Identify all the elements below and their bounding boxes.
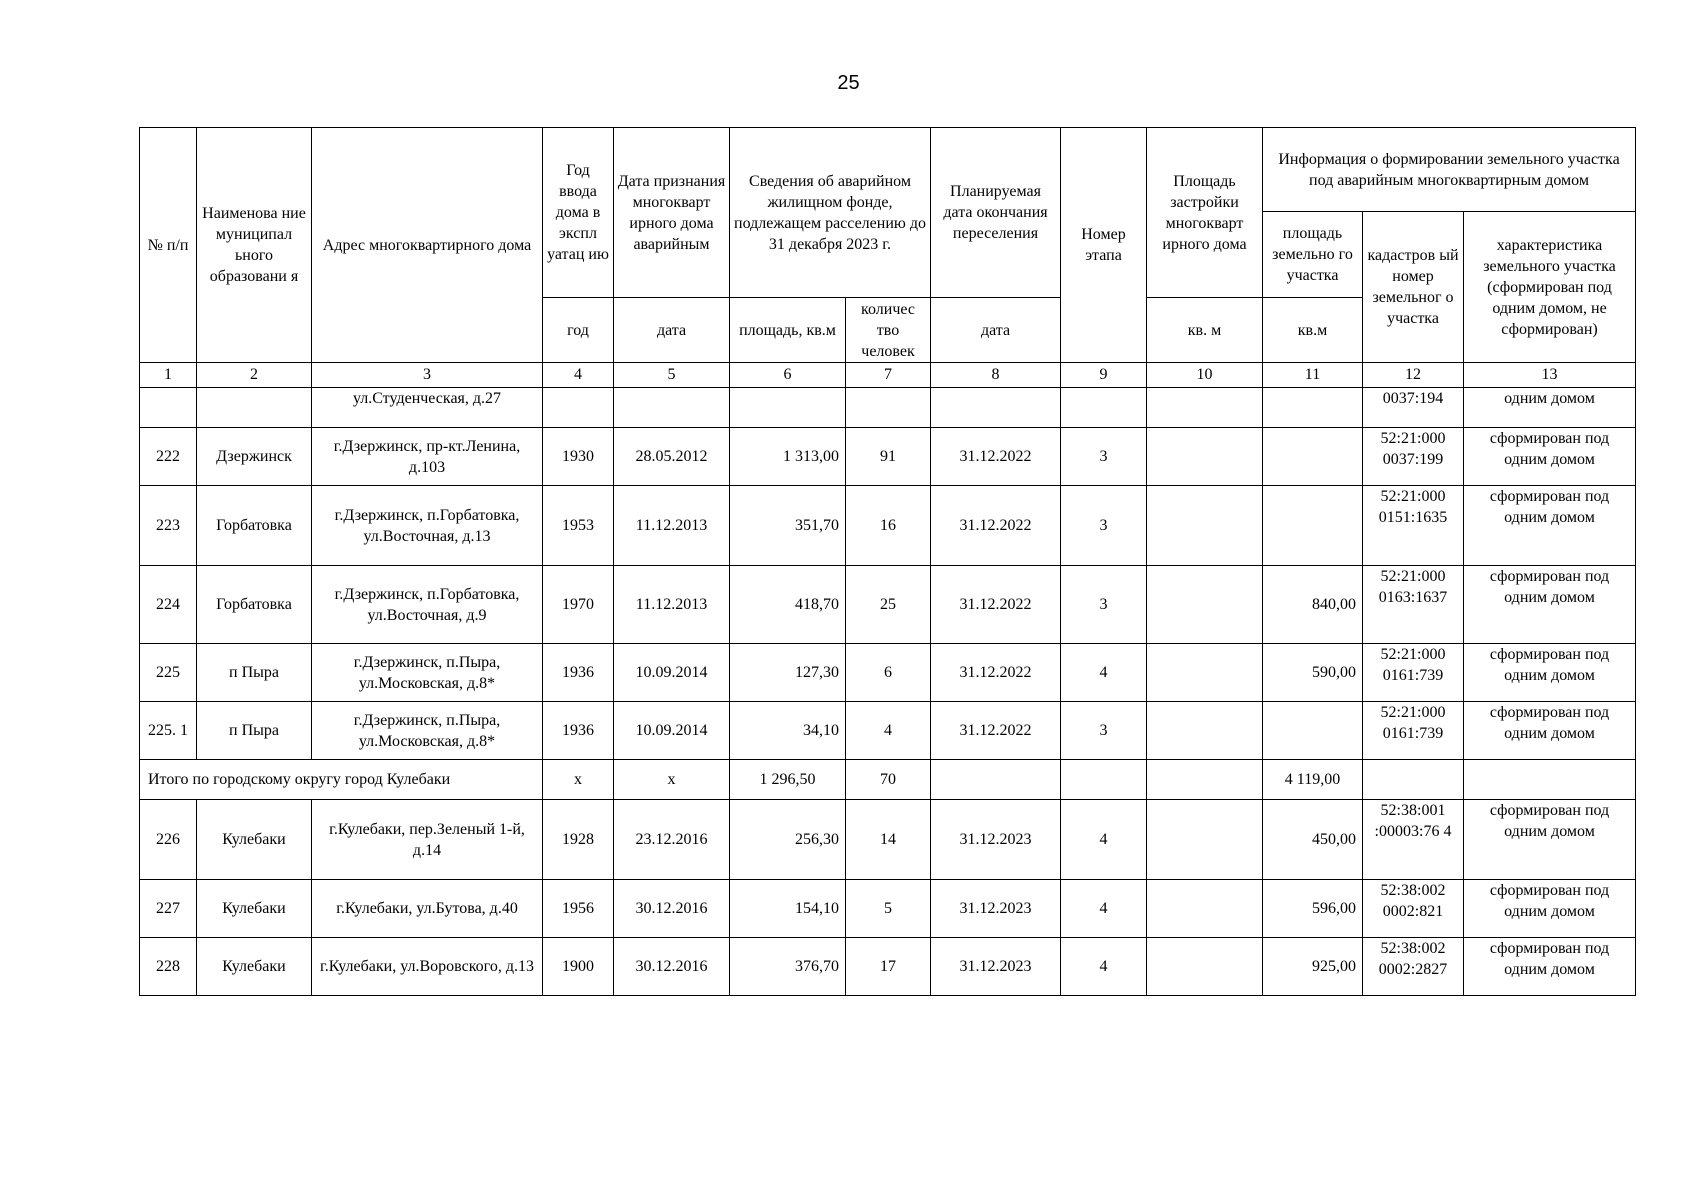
cell-address: г.Дзержинск, п.Горбатовка, ул.Восточная, д.9 bbox=[312, 566, 543, 644]
cell-stage: 3 bbox=[1061, 428, 1147, 486]
unit-col-4: год bbox=[543, 298, 614, 363]
cell-cadastral-number: 52:21:000 0161:739 bbox=[1363, 644, 1464, 702]
subtotal-date: x bbox=[614, 760, 730, 800]
cell-row-number: 227 bbox=[140, 880, 197, 938]
cell-stage: 3 bbox=[1061, 486, 1147, 566]
cell-emergency-date: 10.09.2014 bbox=[614, 702, 730, 760]
subtotal-people: 70 bbox=[846, 760, 931, 800]
unit-col-7: количес тво человек bbox=[846, 298, 931, 363]
cell-cadastral-number: 52:21:000 0037:199 bbox=[1363, 428, 1464, 486]
cell-row-number: 223 bbox=[140, 486, 197, 566]
cell-stage: 4 bbox=[1061, 644, 1147, 702]
rows-group-kulebaki bbox=[140, 800, 1636, 996]
cell-land-area: 596,00 bbox=[1263, 880, 1363, 938]
cell-emergency-date: 11.12.2013 bbox=[614, 486, 730, 566]
header-col-3: Адрес многоквартирного дома bbox=[312, 128, 543, 363]
cell-building-area bbox=[1147, 486, 1263, 566]
cell-municipality: Кулебаки bbox=[197, 938, 312, 996]
header-col-11: площадь земельно го участка bbox=[1263, 212, 1363, 298]
cell-municipality: Кулебаки bbox=[197, 880, 312, 938]
cell-municipality: Горбатовка bbox=[197, 486, 312, 566]
unit-col-11: кв.м bbox=[1263, 298, 1363, 363]
subtotal-row bbox=[140, 760, 1636, 800]
page-number: 25 bbox=[837, 72, 860, 94]
col-number: 9 bbox=[1061, 363, 1147, 388]
header-col-1: № п/п bbox=[140, 128, 197, 363]
cell-residents: 4 bbox=[846, 702, 931, 760]
cell-land-characteristic: сформирован под одним домом bbox=[1464, 938, 1636, 996]
cell-land-characteristic: сформирован под одним домом bbox=[1464, 800, 1636, 880]
cell-residents: 14 bbox=[846, 800, 931, 880]
table-row bbox=[140, 566, 1636, 644]
cell-area: 1 313,00 bbox=[730, 428, 846, 486]
cell-emergency-date: 10.09.2014 bbox=[614, 644, 730, 702]
cell-land-area: 925,00 bbox=[1263, 938, 1363, 996]
cell-building-area bbox=[1147, 566, 1263, 644]
emergency-housing-table bbox=[139, 127, 1636, 996]
col-number: 10 bbox=[1147, 363, 1263, 388]
cell-address: г.Дзержинск, п.Пыра, ул.Московская, д.8* bbox=[312, 644, 543, 702]
cell-cadastral-number: 52:21:000 0151:1635 bbox=[1363, 486, 1464, 566]
subtotal-label: Итого по городскому округу город Кулебаки bbox=[140, 760, 543, 800]
cell-address: г.Дзержинск, п.Горбатовка, ул.Восточная, д.13 bbox=[312, 486, 543, 566]
table-row bbox=[140, 644, 1636, 702]
cell-cadastral-number: 52:21:000 0163:1637 bbox=[1363, 566, 1464, 644]
header-col-4: Год ввода дома в экспл уатац ию bbox=[543, 128, 614, 298]
table-row bbox=[140, 938, 1636, 996]
cell-resettlement-end-date: 31.12.2022 bbox=[931, 486, 1061, 566]
table-row bbox=[140, 880, 1636, 938]
cell-residents: 6 bbox=[846, 644, 931, 702]
cell-area: 34,10 bbox=[730, 702, 846, 760]
cell-emergency-date: 28.05.2012 bbox=[614, 428, 730, 486]
cell-building-area bbox=[1147, 702, 1263, 760]
cell-commission-year: 1900 bbox=[543, 938, 614, 996]
subtotal-land: 4 119,00 bbox=[1263, 760, 1363, 800]
cell-residents: 16 bbox=[846, 486, 931, 566]
cell-area: 351,70 bbox=[730, 486, 846, 566]
cell-land-characteristic: сформирован под одним домом bbox=[1464, 486, 1636, 566]
cell-building-area bbox=[1147, 428, 1263, 486]
cell-commission-year: 1953 bbox=[543, 486, 614, 566]
cell-residents: 17 bbox=[846, 938, 931, 996]
table-row bbox=[140, 428, 1636, 486]
table-row bbox=[140, 486, 1636, 566]
cell-land-characteristic: сформирован под одним домом bbox=[1464, 566, 1636, 644]
cell-residents: 5 bbox=[846, 880, 931, 938]
cell-cadastral-number: 52:38:002 0002:2827 bbox=[1363, 938, 1464, 996]
cell-emergency-date: 11.12.2013 bbox=[614, 566, 730, 644]
carry-land-char: одним домом bbox=[1464, 388, 1636, 428]
cell-land-characteristic: сформирован под одним домом bbox=[1464, 880, 1636, 938]
subtotal-area: 1 296,50 bbox=[730, 760, 846, 800]
cell-municipality: Горбатовка bbox=[197, 566, 312, 644]
cell-row-number: 225. 1 bbox=[140, 702, 197, 760]
table-row bbox=[140, 800, 1636, 880]
header-col-8: Планируемая дата окончания переселения bbox=[931, 128, 1061, 298]
header-col-2: Наименова ние муниципал ьного образовани я bbox=[197, 128, 312, 363]
cell-commission-year: 1930 bbox=[543, 428, 614, 486]
cell-row-number: 228 bbox=[140, 938, 197, 996]
cell-residents: 91 bbox=[846, 428, 931, 486]
table-row bbox=[140, 702, 1636, 760]
cell-land-characteristic: сформирован под одним домом bbox=[1464, 428, 1636, 486]
cell-land-area: 840,00 bbox=[1263, 566, 1363, 644]
cell-resettlement-end-date: 31.12.2023 bbox=[931, 938, 1061, 996]
cell-commission-year: 1936 bbox=[543, 702, 614, 760]
cell-stage: 4 bbox=[1061, 880, 1147, 938]
cell-commission-year: 1956 bbox=[543, 880, 614, 938]
col-number: 8 bbox=[931, 363, 1061, 388]
cell-building-area bbox=[1147, 644, 1263, 702]
cell-stage: 3 bbox=[1061, 702, 1147, 760]
cell-commission-year: 1936 bbox=[543, 644, 614, 702]
cell-land-area: 590,00 bbox=[1263, 644, 1363, 702]
cell-municipality: п Пыра bbox=[197, 702, 312, 760]
cell-building-area bbox=[1147, 938, 1263, 996]
header-col-5: Дата признания многокварт ирного дома аварийным bbox=[614, 128, 730, 298]
cell-address: г.Дзержинск, п.Пыра, ул.Московская, д.8* bbox=[312, 702, 543, 760]
cell-address: г.Кулебаки, ул.Бутова, д.40 bbox=[312, 880, 543, 938]
cell-row-number: 225 bbox=[140, 644, 197, 702]
header-col-6-7: Сведения об аварийном жилищном фонде, подлежащем расселению до 31 декабря 2023 г. bbox=[730, 128, 931, 298]
cell-cadastral-number: 52:21:000 0161:739 bbox=[1363, 702, 1464, 760]
cell-address: г.Дзержинск, пр-кт.Ленина, д.103 bbox=[312, 428, 543, 486]
cell-land-characteristic: сформирован под одним домом bbox=[1464, 702, 1636, 760]
cell-resettlement-end-date: 31.12.2022 bbox=[931, 702, 1061, 760]
cell-residents: 25 bbox=[846, 566, 931, 644]
cell-municipality: Кулебаки bbox=[197, 800, 312, 880]
unit-col-6: площадь, кв.м bbox=[730, 298, 846, 363]
carry-address: ул.Студенческая, д.27 bbox=[312, 388, 543, 428]
cell-building-area bbox=[1147, 800, 1263, 880]
cell-resettlement-end-date: 31.12.2022 bbox=[931, 644, 1061, 702]
cell-emergency-date: 23.12.2016 bbox=[614, 800, 730, 880]
col-number: 5 bbox=[614, 363, 730, 388]
cell-resettlement-end-date: 31.12.2022 bbox=[931, 566, 1061, 644]
col-number: 6 bbox=[730, 363, 846, 388]
cell-stage: 4 bbox=[1061, 938, 1147, 996]
col-number: 4 bbox=[543, 363, 614, 388]
cell-municipality: п Пыра bbox=[197, 644, 312, 702]
cell-row-number: 224 bbox=[140, 566, 197, 644]
cell-cadastral-number: 52:38:002 0002:821 bbox=[1363, 880, 1464, 938]
cell-address: г.Кулебаки, пер.Зеленый 1-й, д.14 bbox=[312, 800, 543, 880]
header-col-11-13: Информация о формировании земельного участка под аварийным многоквартирным домом bbox=[1263, 128, 1636, 212]
cell-row-number: 226 bbox=[140, 800, 197, 880]
cell-area: 154,10 bbox=[730, 880, 846, 938]
cell-emergency-date: 30.12.2016 bbox=[614, 880, 730, 938]
cell-cadastral-number: 52:38:001 :00003:76 4 bbox=[1363, 800, 1464, 880]
cell-stage: 4 bbox=[1061, 800, 1147, 880]
cell-resettlement-end-date: 31.12.2023 bbox=[931, 880, 1061, 938]
col-number: 12 bbox=[1363, 363, 1464, 388]
cell-building-area bbox=[1147, 880, 1263, 938]
cell-resettlement-end-date: 31.12.2022 bbox=[931, 428, 1061, 486]
unit-col-8: дата bbox=[931, 298, 1061, 363]
cell-land-area bbox=[1263, 702, 1363, 760]
cell-area: 256,30 bbox=[730, 800, 846, 880]
col-number: 3 bbox=[312, 363, 543, 388]
rows-group-dzerzhinsk bbox=[140, 428, 1636, 760]
subtotal-year: x bbox=[543, 760, 614, 800]
cell-land-area bbox=[1263, 486, 1363, 566]
header-col-12: кадастров ый номер земельног о участка bbox=[1363, 212, 1464, 363]
cell-area: 376,70 bbox=[730, 938, 846, 996]
unit-col-5: дата bbox=[614, 298, 730, 363]
cell-commission-year: 1970 bbox=[543, 566, 614, 644]
cell-land-area bbox=[1263, 428, 1363, 486]
col-number: 11 bbox=[1263, 363, 1363, 388]
col-number: 2 bbox=[197, 363, 312, 388]
header-col-13: характеристика земельного участка (сформирован под одним домом, не сформирован) bbox=[1464, 212, 1636, 363]
cell-emergency-date: 30.12.2016 bbox=[614, 938, 730, 996]
cell-area: 127,30 bbox=[730, 644, 846, 702]
cell-land-area: 450,00 bbox=[1263, 800, 1363, 880]
cell-municipality: Дзержинск bbox=[197, 428, 312, 486]
cell-row-number: 222 bbox=[140, 428, 197, 486]
cell-resettlement-end-date: 31.12.2023 bbox=[931, 800, 1061, 880]
header-col-9: Номер этапа bbox=[1061, 128, 1147, 363]
col-number: 13 bbox=[1464, 363, 1636, 388]
col-number: 1 bbox=[140, 363, 197, 388]
cell-area: 418,70 bbox=[730, 566, 846, 644]
header-col-10: Площадь застройки многокварт ирного дома bbox=[1147, 128, 1263, 298]
carry-over-row bbox=[140, 388, 1636, 428]
carry-cadastral: 0037:194 bbox=[1363, 388, 1464, 428]
cell-commission-year: 1928 bbox=[543, 800, 614, 880]
cell-stage: 3 bbox=[1061, 566, 1147, 644]
col-number: 7 bbox=[846, 363, 931, 388]
cell-land-characteristic: сформирован под одним домом bbox=[1464, 644, 1636, 702]
unit-col-10: кв. м bbox=[1147, 298, 1263, 363]
column-number-row bbox=[140, 363, 1636, 388]
cell-address: г.Кулебаки, ул.Воровского, д.13 bbox=[312, 938, 543, 996]
